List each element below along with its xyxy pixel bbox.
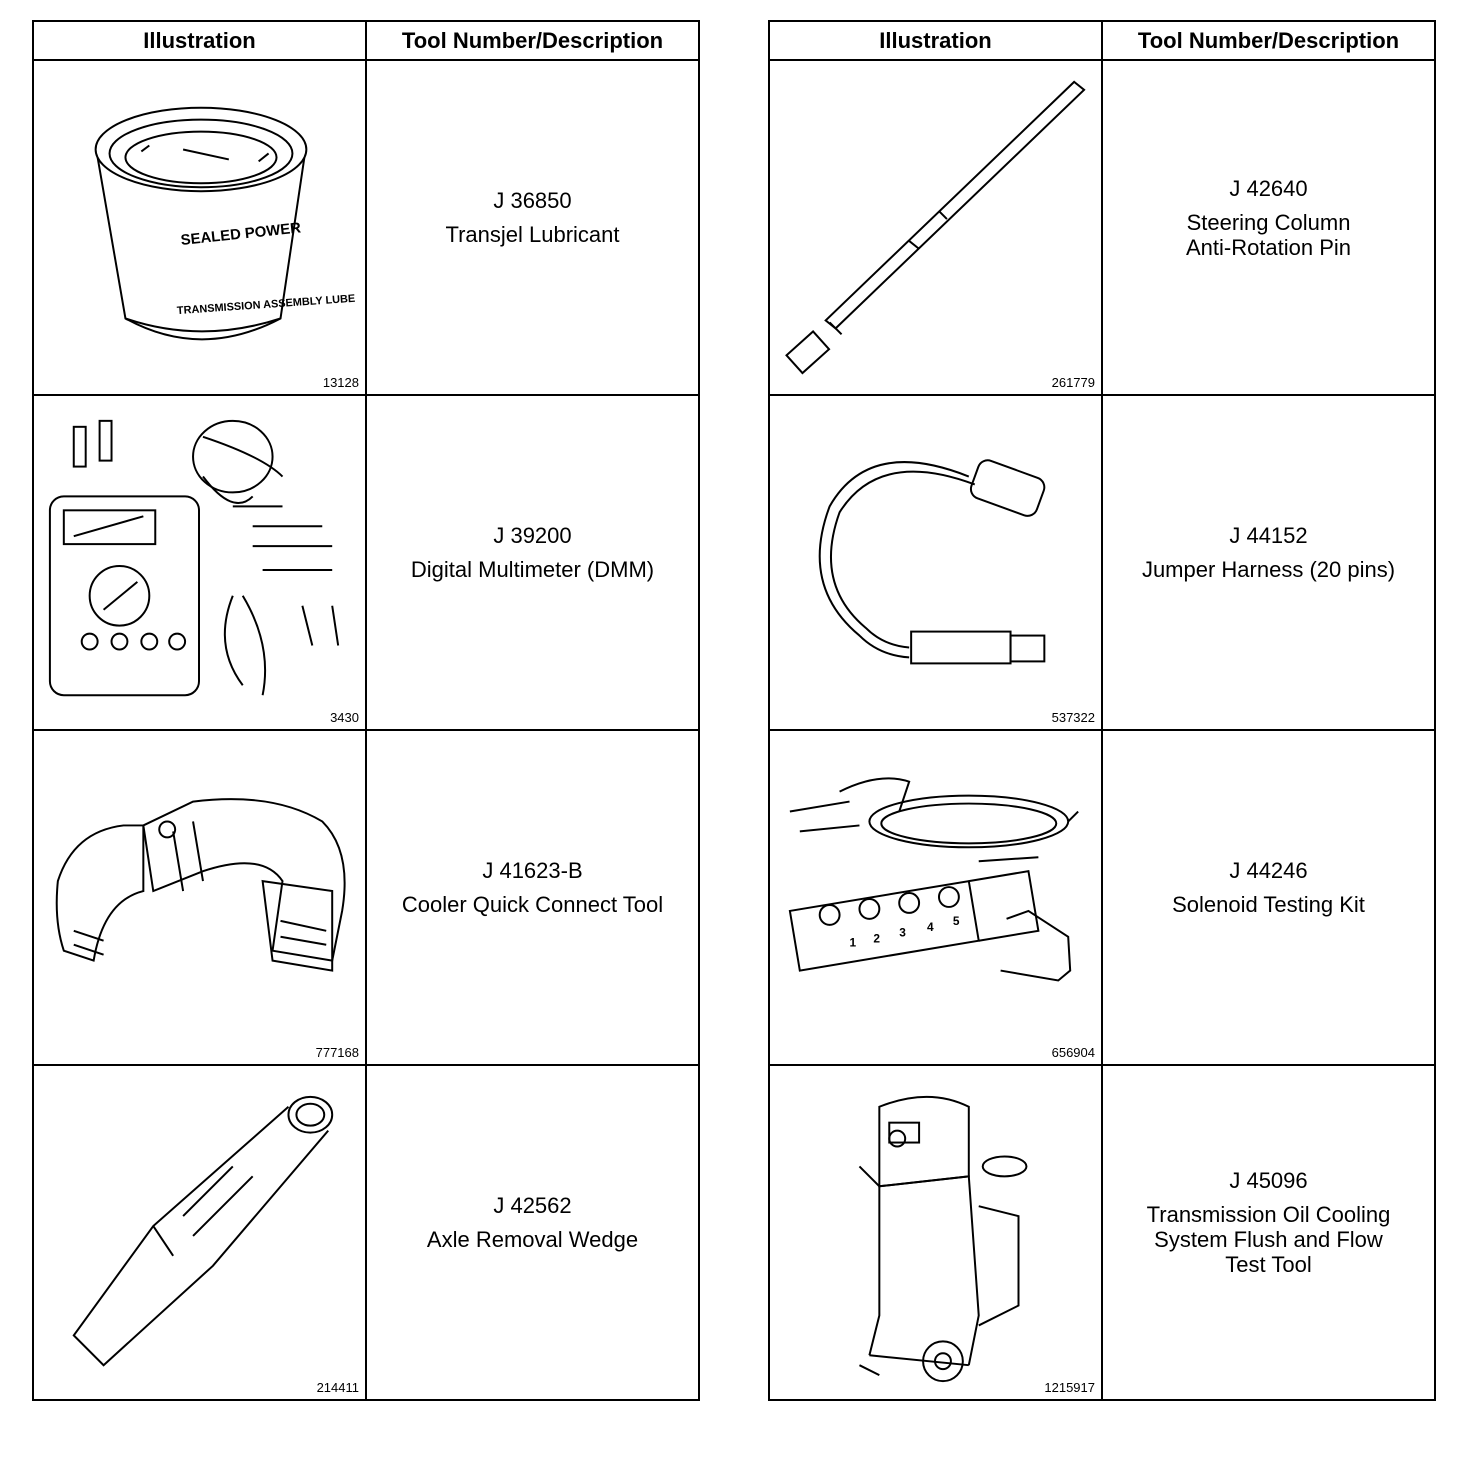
figure-number: 214411 bbox=[316, 1380, 359, 1395]
header-illustration: Illustration bbox=[879, 27, 992, 53]
multimeter-icon bbox=[34, 396, 365, 729]
quick-connect-tool-icon bbox=[34, 731, 365, 1064]
tool-table-left bbox=[32, 20, 700, 1401]
figure-number: 13128 bbox=[322, 375, 359, 390]
tool-description bbox=[1101, 731, 1434, 1064]
illustration-cell bbox=[34, 731, 365, 1064]
flush-machine-icon bbox=[770, 1066, 1101, 1399]
port-label: 3 bbox=[899, 925, 906, 940]
tool-number: J 39200 bbox=[493, 523, 572, 548]
figure-number: 656904 bbox=[1051, 1045, 1095, 1060]
tool-description bbox=[1101, 1066, 1434, 1399]
tool-name-line: Solenoid Testing Kit bbox=[1172, 892, 1365, 917]
table-row bbox=[34, 1064, 698, 1399]
solenoid-kit-icon bbox=[770, 731, 1101, 1064]
tool-name-line: Cooler Quick Connect Tool bbox=[401, 892, 664, 917]
table-header bbox=[770, 22, 1434, 61]
tool-name-line: Transmission Oil Cooling bbox=[1146, 1202, 1391, 1227]
tool-name-line: Steering Column bbox=[1186, 209, 1351, 235]
illustration-cell bbox=[770, 731, 1101, 1064]
illustration-cell bbox=[770, 396, 1101, 729]
tub-brand-label: SEALED POWER bbox=[179, 220, 302, 249]
illustration-cell bbox=[34, 1066, 365, 1399]
table-row bbox=[770, 61, 1434, 394]
tool-description bbox=[365, 61, 698, 394]
illustration-cell bbox=[34, 396, 365, 729]
tool-number: J 42562 bbox=[493, 1193, 572, 1218]
tool-number: J 41623-B bbox=[482, 858, 583, 883]
wedge-icon bbox=[34, 1066, 365, 1399]
tool-name-line: Axle Removal Wedge bbox=[426, 1227, 639, 1252]
tool-number: J 36850 bbox=[493, 188, 572, 213]
tub-product-label: TRANSMISSION ASSEMBLY LUBE bbox=[176, 292, 356, 318]
tool-description bbox=[365, 396, 698, 729]
lubricant-tub-icon bbox=[34, 61, 365, 394]
table-row bbox=[770, 394, 1434, 729]
port-label: 1 bbox=[849, 935, 857, 950]
port-label: 5 bbox=[952, 913, 960, 928]
header-illustration: Illustration bbox=[143, 27, 256, 53]
figure-number: 537322 bbox=[1051, 710, 1095, 725]
tool-name-line: Digital Multimeter (DMM) bbox=[410, 557, 655, 582]
tool-name-line: Test Tool bbox=[1225, 1252, 1312, 1277]
tool-description bbox=[1101, 61, 1434, 394]
tool-description bbox=[365, 1066, 698, 1399]
port-label: 4 bbox=[927, 919, 934, 934]
illustration-cell bbox=[34, 61, 365, 394]
tool-table-right bbox=[768, 20, 1436, 1401]
header-tool-description: Tool Number/Description bbox=[1101, 22, 1434, 59]
tool-number: J 44246 bbox=[1229, 858, 1308, 883]
table-row bbox=[770, 729, 1434, 1064]
figure-number: 1215917 bbox=[1044, 1380, 1095, 1395]
pin-icon bbox=[770, 61, 1101, 394]
figure-number: 3430 bbox=[330, 710, 359, 725]
tool-number: J 45096 bbox=[1229, 1168, 1308, 1193]
tool-description bbox=[1101, 396, 1434, 729]
tool-name-line: Anti-Rotation Pin bbox=[1185, 234, 1352, 260]
illustration-cell bbox=[770, 1066, 1101, 1399]
table-header bbox=[34, 22, 698, 61]
table-row bbox=[34, 729, 698, 1064]
tool-description bbox=[365, 731, 698, 1064]
illustration-cell bbox=[770, 61, 1101, 394]
header-tool-description: Tool Number/Description bbox=[365, 22, 698, 59]
tool-number: J 42640 bbox=[1229, 175, 1308, 201]
tool-name-line: Jumper Harness (20 pins) bbox=[1141, 557, 1396, 582]
tool-name-line: System Flush and Flow bbox=[1154, 1227, 1383, 1252]
table-row bbox=[770, 1064, 1434, 1399]
tool-number: J 44152 bbox=[1229, 523, 1308, 548]
table-row bbox=[34, 394, 698, 729]
table-row bbox=[34, 61, 698, 394]
tool-name-line: Transjel Lubricant bbox=[445, 222, 620, 247]
port-label: 2 bbox=[873, 931, 881, 946]
figure-number: 261779 bbox=[1051, 375, 1095, 390]
figure-number: 777168 bbox=[315, 1045, 359, 1060]
harness-icon bbox=[770, 396, 1101, 729]
